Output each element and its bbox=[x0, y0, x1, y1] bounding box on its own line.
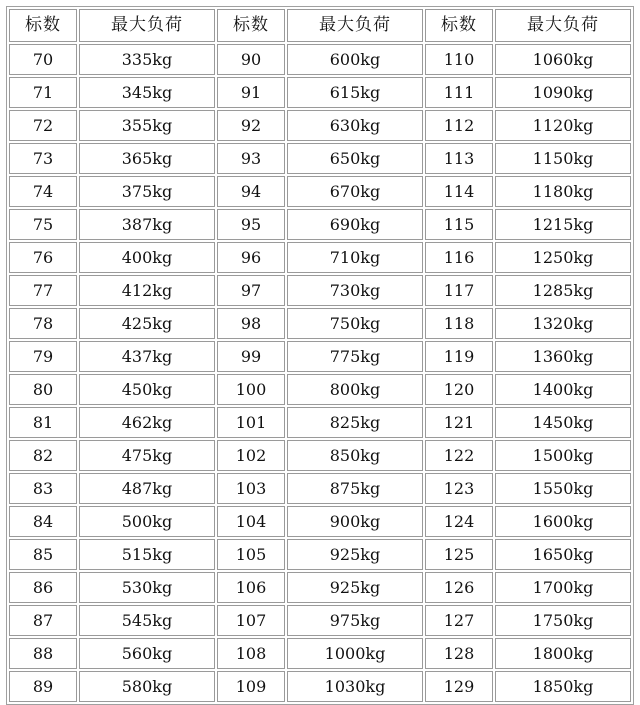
cell-load-index: 104 bbox=[217, 506, 285, 537]
cell-max-load: 387kg bbox=[79, 209, 215, 240]
table-row bbox=[9, 242, 631, 273]
table-row bbox=[9, 308, 631, 339]
cell-max-load: 1285kg bbox=[495, 275, 631, 306]
table-row bbox=[9, 77, 631, 108]
cell-load-index: 112 bbox=[425, 110, 493, 141]
table-row bbox=[9, 671, 631, 702]
cell-max-load: 375kg bbox=[79, 176, 215, 207]
cell-load-index: 119 bbox=[425, 341, 493, 372]
cell-max-load: 345kg bbox=[79, 77, 215, 108]
cell-load-index: 120 bbox=[425, 374, 493, 405]
cell-load-index: 73 bbox=[9, 143, 77, 174]
header-max-load: 最大负荷 bbox=[287, 9, 423, 42]
cell-max-load: 775kg bbox=[287, 341, 423, 372]
cell-load-index: 86 bbox=[9, 572, 77, 603]
cell-load-index: 79 bbox=[9, 341, 77, 372]
cell-max-load: 400kg bbox=[79, 242, 215, 273]
cell-max-load: 1800kg bbox=[495, 638, 631, 669]
cell-load-index: 97 bbox=[217, 275, 285, 306]
cell-load-index: 91 bbox=[217, 77, 285, 108]
cell-load-index: 102 bbox=[217, 440, 285, 471]
cell-max-load: 730kg bbox=[287, 275, 423, 306]
cell-load-index: 125 bbox=[425, 539, 493, 570]
cell-max-load: 487kg bbox=[79, 473, 215, 504]
cell-max-load: 1000kg bbox=[287, 638, 423, 669]
cell-max-load: 650kg bbox=[287, 143, 423, 174]
cell-max-load: 462kg bbox=[79, 407, 215, 438]
cell-max-load: 1250kg bbox=[495, 242, 631, 273]
table-row bbox=[9, 176, 631, 207]
cell-max-load: 1120kg bbox=[495, 110, 631, 141]
cell-load-index: 123 bbox=[425, 473, 493, 504]
cell-max-load: 560kg bbox=[79, 638, 215, 669]
cell-max-load: 1180kg bbox=[495, 176, 631, 207]
cell-load-index: 105 bbox=[217, 539, 285, 570]
header-max-load: 最大负荷 bbox=[495, 9, 631, 42]
cell-max-load: 500kg bbox=[79, 506, 215, 537]
cell-max-load: 710kg bbox=[287, 242, 423, 273]
cell-load-index: 81 bbox=[9, 407, 77, 438]
cell-max-load: 412kg bbox=[79, 275, 215, 306]
cell-load-index: 128 bbox=[425, 638, 493, 669]
cell-load-index: 126 bbox=[425, 572, 493, 603]
cell-max-load: 1030kg bbox=[287, 671, 423, 702]
header-row bbox=[9, 9, 631, 42]
cell-max-load: 1150kg bbox=[495, 143, 631, 174]
cell-load-index: 124 bbox=[425, 506, 493, 537]
cell-max-load: 1320kg bbox=[495, 308, 631, 339]
cell-max-load: 900kg bbox=[287, 506, 423, 537]
table-row bbox=[9, 506, 631, 537]
cell-max-load: 1400kg bbox=[495, 374, 631, 405]
cell-load-index: 72 bbox=[9, 110, 77, 141]
cell-max-load: 580kg bbox=[79, 671, 215, 702]
cell-load-index: 108 bbox=[217, 638, 285, 669]
table-row bbox=[9, 605, 631, 636]
cell-max-load: 1090kg bbox=[495, 77, 631, 108]
cell-max-load: 1215kg bbox=[495, 209, 631, 240]
cell-load-index: 121 bbox=[425, 407, 493, 438]
cell-load-index: 114 bbox=[425, 176, 493, 207]
cell-max-load: 475kg bbox=[79, 440, 215, 471]
cell-max-load: 1750kg bbox=[495, 605, 631, 636]
cell-load-index: 127 bbox=[425, 605, 493, 636]
cell-load-index: 111 bbox=[425, 77, 493, 108]
cell-load-index: 94 bbox=[217, 176, 285, 207]
cell-load-index: 85 bbox=[9, 539, 77, 570]
cell-max-load: 825kg bbox=[287, 407, 423, 438]
cell-max-load: 925kg bbox=[287, 539, 423, 570]
cell-max-load: 1500kg bbox=[495, 440, 631, 471]
cell-max-load: 1650kg bbox=[495, 539, 631, 570]
cell-load-index: 74 bbox=[9, 176, 77, 207]
table-row bbox=[9, 539, 631, 570]
cell-max-load: 975kg bbox=[287, 605, 423, 636]
cell-max-load: 545kg bbox=[79, 605, 215, 636]
cell-load-index: 95 bbox=[217, 209, 285, 240]
cell-load-index: 71 bbox=[9, 77, 77, 108]
cell-max-load: 365kg bbox=[79, 143, 215, 174]
cell-load-index: 129 bbox=[425, 671, 493, 702]
cell-load-index: 117 bbox=[425, 275, 493, 306]
cell-max-load: 450kg bbox=[79, 374, 215, 405]
cell-max-load: 355kg bbox=[79, 110, 215, 141]
cell-load-index: 84 bbox=[9, 506, 77, 537]
cell-load-index: 101 bbox=[217, 407, 285, 438]
cell-load-index: 116 bbox=[425, 242, 493, 273]
cell-max-load: 1360kg bbox=[495, 341, 631, 372]
cell-max-load: 515kg bbox=[79, 539, 215, 570]
cell-load-index: 109 bbox=[217, 671, 285, 702]
cell-load-index: 80 bbox=[9, 374, 77, 405]
cell-max-load: 800kg bbox=[287, 374, 423, 405]
cell-max-load: 437kg bbox=[79, 341, 215, 372]
table-row bbox=[9, 341, 631, 372]
cell-max-load: 1450kg bbox=[495, 407, 631, 438]
table-row bbox=[9, 44, 631, 75]
cell-load-index: 96 bbox=[217, 242, 285, 273]
cell-load-index: 82 bbox=[9, 440, 77, 471]
table-row bbox=[9, 209, 631, 240]
table-row bbox=[9, 143, 631, 174]
cell-max-load: 425kg bbox=[79, 308, 215, 339]
cell-max-load: 850kg bbox=[287, 440, 423, 471]
cell-max-load: 335kg bbox=[79, 44, 215, 75]
header-load-index: 标数 bbox=[9, 9, 77, 42]
load-index-table bbox=[6, 6, 634, 705]
cell-load-index: 122 bbox=[425, 440, 493, 471]
table-row bbox=[9, 440, 631, 471]
cell-load-index: 70 bbox=[9, 44, 77, 75]
cell-load-index: 77 bbox=[9, 275, 77, 306]
cell-max-load: 1700kg bbox=[495, 572, 631, 603]
cell-load-index: 113 bbox=[425, 143, 493, 174]
cell-load-index: 90 bbox=[217, 44, 285, 75]
table-row bbox=[9, 374, 631, 405]
cell-max-load: 1600kg bbox=[495, 506, 631, 537]
cell-load-index: 76 bbox=[9, 242, 77, 273]
cell-load-index: 100 bbox=[217, 374, 285, 405]
cell-load-index: 98 bbox=[217, 308, 285, 339]
cell-max-load: 1060kg bbox=[495, 44, 631, 75]
cell-load-index: 103 bbox=[217, 473, 285, 504]
table-row bbox=[9, 275, 631, 306]
cell-load-index: 118 bbox=[425, 308, 493, 339]
header-max-load: 最大负荷 bbox=[79, 9, 215, 42]
cell-max-load: 530kg bbox=[79, 572, 215, 603]
cell-max-load: 1850kg bbox=[495, 671, 631, 702]
cell-max-load: 690kg bbox=[287, 209, 423, 240]
cell-load-index: 83 bbox=[9, 473, 77, 504]
cell-load-index: 110 bbox=[425, 44, 493, 75]
cell-load-index: 106 bbox=[217, 572, 285, 603]
cell-load-index: 92 bbox=[217, 110, 285, 141]
cell-max-load: 875kg bbox=[287, 473, 423, 504]
cell-max-load: 670kg bbox=[287, 176, 423, 207]
cell-load-index: 115 bbox=[425, 209, 493, 240]
cell-max-load: 1550kg bbox=[495, 473, 631, 504]
header-load-index: 标数 bbox=[425, 9, 493, 42]
header-load-index: 标数 bbox=[217, 9, 285, 42]
cell-max-load: 925kg bbox=[287, 572, 423, 603]
cell-load-index: 88 bbox=[9, 638, 77, 669]
table-row bbox=[9, 407, 631, 438]
cell-load-index: 93 bbox=[217, 143, 285, 174]
table-body bbox=[9, 44, 631, 702]
table-row bbox=[9, 110, 631, 141]
cell-load-index: 89 bbox=[9, 671, 77, 702]
cell-load-index: 75 bbox=[9, 209, 77, 240]
table-row bbox=[9, 572, 631, 603]
cell-load-index: 78 bbox=[9, 308, 77, 339]
cell-load-index: 99 bbox=[217, 341, 285, 372]
cell-max-load: 750kg bbox=[287, 308, 423, 339]
table-row bbox=[9, 638, 631, 669]
cell-max-load: 615kg bbox=[287, 77, 423, 108]
cell-load-index: 107 bbox=[217, 605, 285, 636]
cell-max-load: 630kg bbox=[287, 110, 423, 141]
cell-load-index: 87 bbox=[9, 605, 77, 636]
table-row bbox=[9, 473, 631, 504]
cell-max-load: 600kg bbox=[287, 44, 423, 75]
